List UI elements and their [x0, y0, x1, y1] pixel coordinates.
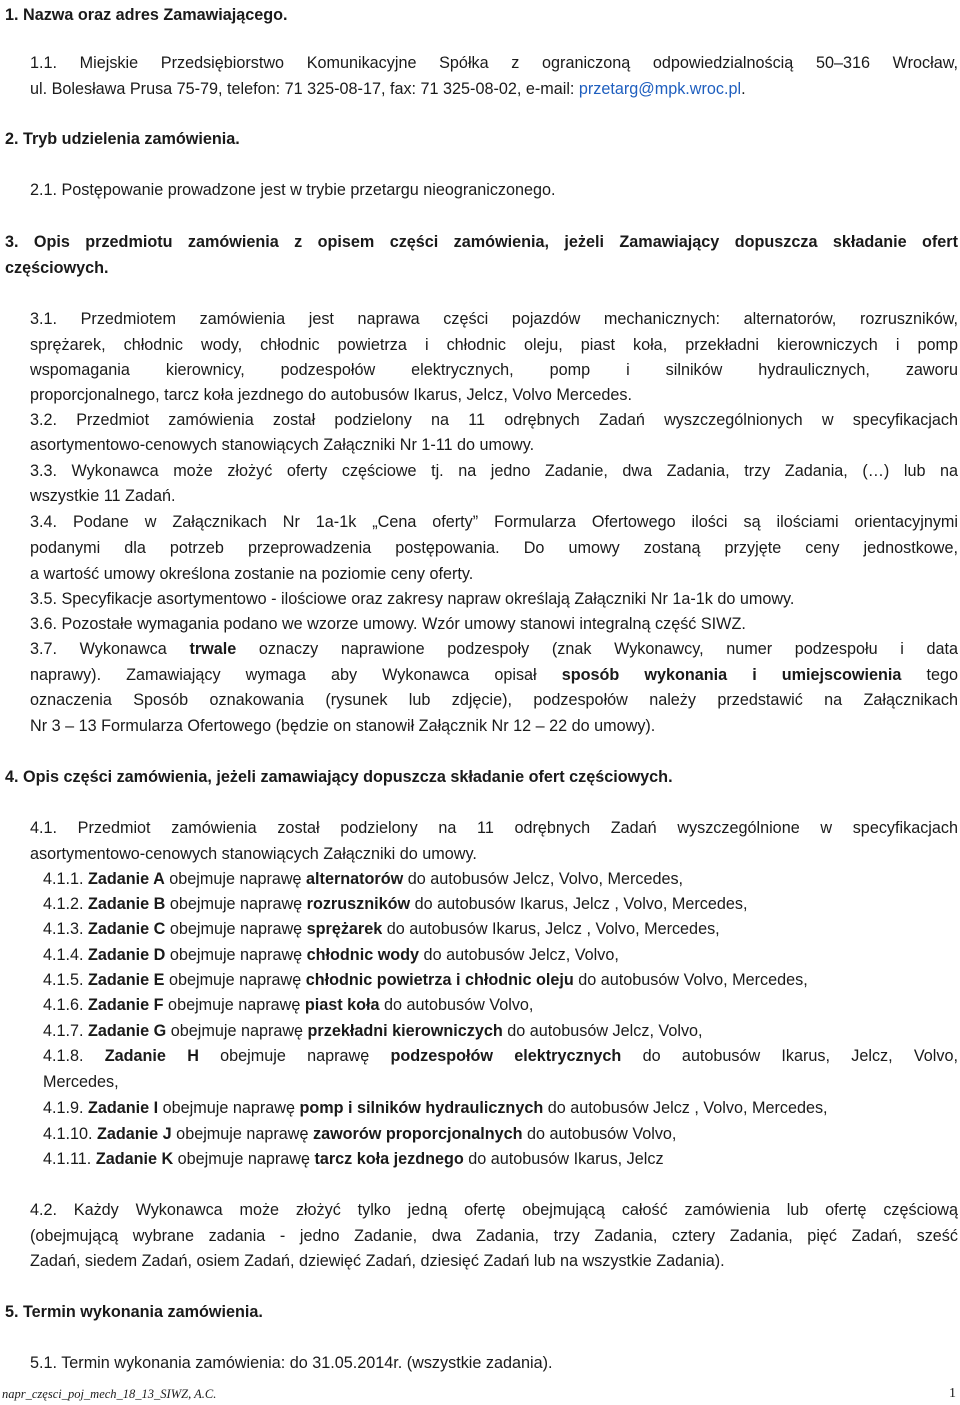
paragraph-1-1-line-1: 1.1. Miejskie Przedsiębiorstwo Komunikacyjne Spółka z ograniczoną odpowiedzialnością 50–316 Wrocław, — [30, 54, 958, 72]
task-item-continuation: Mercedes, — [43, 1073, 119, 1091]
task-item — [43, 1149, 664, 1169]
text: obejmuje naprawę — [164, 971, 306, 989]
email-link[interactable]: przetarg@mpk.wroc.pl — [578, 80, 742, 98]
task-item — [43, 945, 619, 965]
task-number: 4.1.1. — [43, 870, 88, 888]
punctuation: . — [741, 80, 746, 98]
paragraph-1-1-line-2 — [30, 79, 746, 99]
task-item-name: chłodnic wody — [306, 946, 420, 964]
text: do autobusów Volvo, — [379, 996, 534, 1014]
text: do autobusów Ikarus, Jelcz , Volvo, Mercedes, — [410, 895, 748, 913]
paragraph-3-4-line-1: 3.4. Podane w Załącznikach Nr 1a-1k „Cena oferty” Formularza Ofertowego ilości są ilościami orientacyjnymi — [30, 513, 958, 531]
task-item-name: tarcz koła jezdnego — [314, 1150, 464, 1168]
task-item-name: sprężarek — [306, 920, 383, 938]
text: do autobusów Jelcz, Volvo, Mercedes, — [403, 870, 684, 888]
task-item — [43, 1124, 676, 1144]
paragraph-4-1-line-1: 4.1. Przedmiot zamówienia został podzielony na 11 odrębnych Zadań wyszczególnione w specyfikacjach — [30, 819, 958, 837]
footer-filename: napr_częsci_poj_mech_18_13_SIWZ, A.C. — [2, 1387, 217, 1401]
task-item — [43, 869, 683, 889]
task-number: 4.1.4. — [43, 946, 88, 964]
paragraph-3-1-line-1: 3.1. Przedmiotem zamówienia jest naprawa części pojazdów mechanicznych: alternatorów, rozruszników, — [30, 310, 958, 328]
task-item — [43, 1046, 958, 1066]
task-number: 4.1.7. — [43, 1022, 88, 1040]
task-item-name: rozruszników — [306, 895, 411, 913]
bold-text: trwale — [189, 640, 237, 658]
text: 3.7. Wykonawca — [30, 640, 190, 658]
task-number: 4.1.2. — [43, 895, 88, 913]
task-name: Zadanie A — [88, 870, 165, 888]
paragraph-3-2-line-1: 3.2. Przedmiot zamówienia został podzielony na 11 odrębnych Zadań wyszczególnionych w specyfikacjach — [30, 411, 958, 429]
text: do autobusów Volvo, Mercedes, — [573, 971, 808, 989]
text: obejmuje naprawę — [165, 895, 307, 913]
text: obejmuje naprawę — [164, 870, 307, 888]
paragraph-3-7-line-1 — [30, 639, 958, 659]
text: do autobusów Ikarus, Jelcz, Volvo, — [621, 1047, 958, 1065]
page-number: 1 — [949, 1386, 956, 1401]
paragraph-3-2-line-2: asortymentowo-cenowych stanowiących Załączniki Nr 1-11 do umowy. — [30, 436, 535, 454]
text: do autobusów Ikarus, Jelcz , Volvo, Mercedes, — [382, 920, 720, 938]
section-3-heading-line-1: 3. Opis przedmiotu zamówienia z opisem części zamówienia, jeżeli Zamawiający dopuszcza składanie ofert — [5, 233, 958, 251]
text: tego — [901, 666, 958, 684]
task-name: Zadanie I — [88, 1099, 159, 1117]
task-name: Zadanie K — [95, 1150, 174, 1168]
text: do autobusów Jelcz, Volvo, — [502, 1022, 703, 1040]
task-item — [43, 894, 748, 914]
task-item — [43, 919, 720, 939]
section-1-heading: 1. Nazwa oraz adres Zamawiającego. — [5, 6, 288, 24]
text: obejmuje naprawę — [198, 1047, 391, 1065]
task-number: 4.1.5. — [43, 971, 88, 989]
text: obejmuje naprawę — [165, 946, 307, 964]
address-text: ul. Bolesława Prusa 75-79, telefon: 71 325-08-17, fax: 71 325-08-02, e-mail: — [30, 80, 579, 98]
paragraph-3-7-line-4: Nr 3 – 13 Formularza Ofertowego (będzie on stanowił Załącznik Nr 12 – 22 do umowy). — [30, 717, 656, 735]
text: obejmuje naprawę — [166, 1022, 308, 1040]
text: obejmuje naprawę — [158, 1099, 300, 1117]
text: do autobusów Ikarus, Jelcz — [463, 1150, 664, 1168]
task-name: Zadanie E — [88, 971, 165, 989]
text: naprawy). Zamawiający wymaga aby Wykonawca opisał — [30, 666, 562, 684]
task-number: 4.1.10. — [43, 1125, 98, 1143]
task-name: Zadanie F — [88, 996, 164, 1014]
task-item-name: zaworów proporcjonalnych — [312, 1125, 523, 1143]
text: oznaczy naprawione podzespoły (znak Wykonawcy, numer podzespołu i data — [236, 640, 958, 658]
paragraph-3-1-line-4: proporcjonalnego, tarcz koła jezdnego do autobusów Ikarus, Jelcz, Volvo Mercedes. — [30, 386, 632, 404]
paragraph-3-7-line-3: oznaczenia Sposób oznakowania (rysunek lub zdjęcie), podzespołów należy przedstawić na Załącznikach — [30, 691, 958, 709]
section-4-heading: 4. Opis części zamówienia, jeżeli zamawiający dopuszcza składanie ofert częściowych. — [5, 768, 673, 786]
section-3-heading-line-2: częściowych. — [5, 259, 109, 277]
paragraph-3-1-line-3: wspomagania kierownicy, podzespołów elektrycznych, pomp i silników hydraulicznych, zaworu — [30, 361, 958, 379]
paragraph-3-6: 3.6. Pozostałe wymagania podano we wzorze umowy. Wzór umowy stanowi integralną część SIWZ. — [30, 615, 746, 633]
task-name: Zadanie C — [88, 920, 166, 938]
section-5-heading: 5. Termin wykonania zamówienia. — [5, 1303, 263, 1321]
task-number: 4.1.8. — [43, 1047, 105, 1065]
task-item-name: chłodnic powietrza i chłodnic oleju — [305, 971, 574, 989]
task-item — [43, 970, 808, 990]
paragraph-2-1: 2.1. Postępowanie prowadzone jest w trybie przetargu nieograniczonego. — [30, 181, 556, 199]
paragraph-5-1: 5.1. Termin wykonania zamówienia: do 31.05.2014r. (wszystkie zadania). — [30, 1354, 553, 1372]
bold-text: sposób wykonania i umiejscowienia — [561, 666, 902, 684]
task-item-name: podzespołów elektrycznych — [390, 1047, 622, 1065]
task-number: 4.1.3. — [43, 920, 88, 938]
task-name: Zadanie D — [88, 946, 166, 964]
paragraph-4-2-line-2: (obejmującą wybrane zadania - jedno Zadanie, dwa Zadania, trzy Zadania, cztery Zadania, pięć Zadań, sześć — [30, 1227, 958, 1245]
task-item-name: pomp i silników hydraulicznych — [299, 1099, 544, 1117]
task-name: Zadanie H — [104, 1047, 199, 1065]
paragraph-3-7-line-2 — [30, 665, 958, 685]
text: obejmuje naprawę — [163, 996, 305, 1014]
paragraph-3-1-line-2: sprężarek, chłodnic wody, chłodnic powietrza i chłodnic oleju, piast koła, przekładni kierowniczych i pomp — [30, 336, 958, 354]
task-item-name: alternatorów — [306, 870, 404, 888]
task-item — [43, 995, 533, 1015]
task-item — [43, 1098, 828, 1118]
text: obejmuje naprawę — [171, 1125, 313, 1143]
text: obejmuje naprawę — [173, 1150, 315, 1168]
text: do autobusów Jelcz, Volvo, — [419, 946, 619, 964]
paragraph-3-4-line-2: podanymi dla potrzeb przeprowadzenia postępowania. Do umowy zostaną przyjęte ceny jednostkowe, — [30, 539, 958, 557]
task-item-name: piast koła — [304, 996, 380, 1014]
text: do autobusów Jelcz , Volvo, Mercedes, — [543, 1099, 828, 1117]
text: obejmuje naprawę — [165, 920, 307, 938]
task-name: Zadanie B — [88, 895, 166, 913]
task-number: 4.1.9. — [43, 1099, 88, 1117]
task-number: 4.1.6. — [43, 996, 88, 1014]
paragraph-3-3-line-1: 3.3. Wykonawca może złożyć oferty częściowe tj. na jedno Zadanie, dwa Zadania, trzy Zadania, (…) lub na — [30, 462, 958, 480]
paragraph-4-2-line-3: Zadań, siedem Zadań, osiem Zadań, dziewięć Zadań, dziesięć Zadań lub na wszystkie Zadania). — [30, 1252, 725, 1270]
task-number: 4.1.11. — [43, 1150, 96, 1168]
paragraph-4-1-line-2: asortymentowo-cenowych stanowiących Załączniki do umowy. — [30, 845, 477, 863]
text: do autobusów Volvo, — [522, 1125, 677, 1143]
task-name: Zadanie J — [97, 1125, 172, 1143]
task-item-name: przekładni kierowniczych — [307, 1022, 503, 1040]
paragraph-3-4-line-3: a wartość umowy określona zostanie na poziomie ceny oferty. — [30, 565, 474, 583]
section-2-heading: 2. Tryb udzielenia zamówienia. — [5, 130, 240, 148]
task-item — [43, 1021, 703, 1041]
paragraph-3-5: 3.5. Specyfikacje asortymentowo - ilościowe oraz zakresy napraw określają Załączniki Nr 1a-1k do umowy. — [30, 590, 795, 608]
paragraph-4-2-line-1: 4.2. Każdy Wykonawca może złożyć tylko jedną ofertę obejmującą całość zamówienia lub ofertę częściową — [30, 1201, 958, 1219]
task-name: Zadanie G — [88, 1022, 167, 1040]
paragraph-3-3-line-2: wszystkie 11 Zadań. — [30, 487, 176, 505]
